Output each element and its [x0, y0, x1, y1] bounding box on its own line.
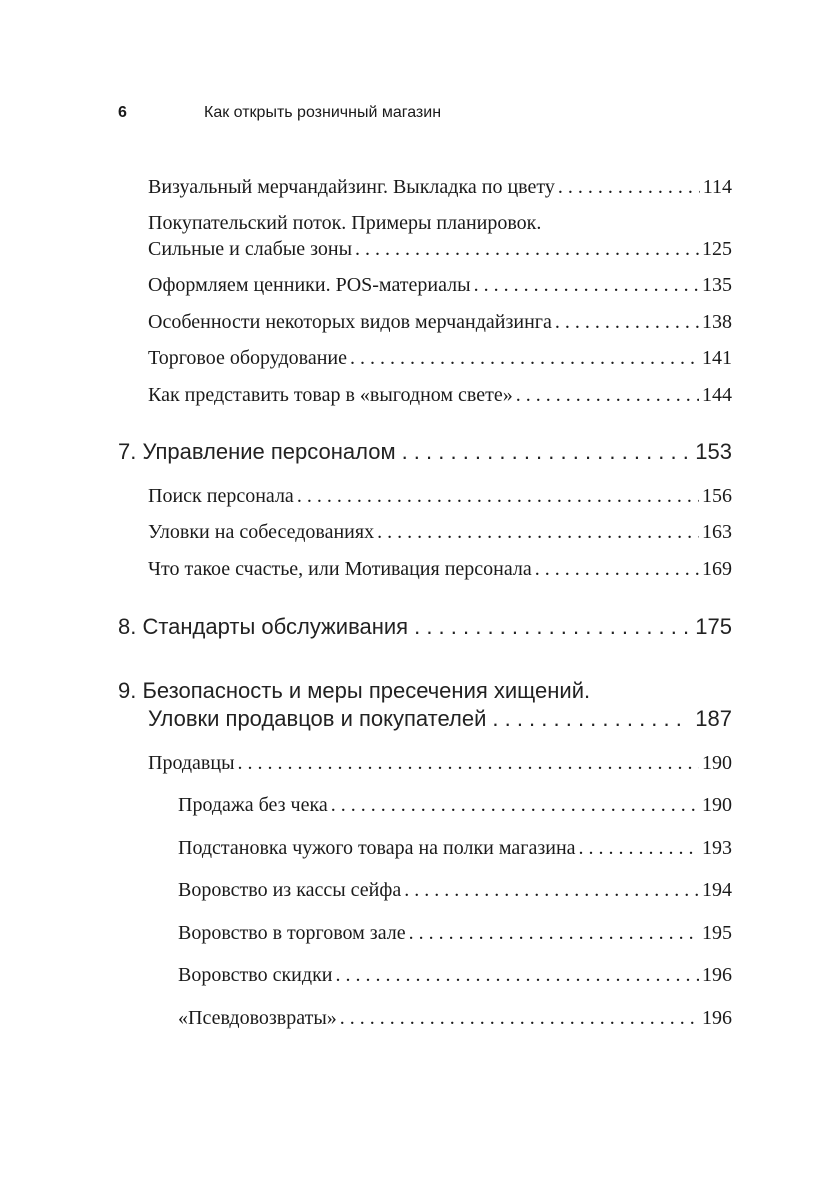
- dot-leader: [402, 438, 690, 466]
- toc-entry-page: 196: [702, 1007, 732, 1029]
- dot-leader: [297, 483, 699, 509]
- dot-leader: [350, 345, 699, 371]
- toc-entry: [148, 345, 732, 371]
- toc-entry-page: 114: [702, 176, 732, 198]
- toc-entry: [148, 750, 732, 776]
- toc-entry: [148, 382, 732, 408]
- toc-chapter: [118, 438, 732, 466]
- toc-entry: [148, 174, 732, 200]
- toc-entry-page: 138: [702, 311, 732, 333]
- toc-entry-title: Поиск персонала: [148, 485, 294, 507]
- dot-leader: [516, 382, 699, 408]
- toc-entry-page: 190: [702, 794, 732, 816]
- toc-subentry: [178, 877, 732, 903]
- toc-entry-page: 169: [702, 558, 732, 580]
- toc-chapter-title: 7. Управление персоналом: [118, 439, 396, 464]
- toc-chapter-page: 175: [695, 614, 732, 639]
- toc-subentry: [178, 920, 732, 946]
- toc-entry-title: Как представить товар в «выгодном свете»: [148, 384, 513, 406]
- toc-subentry: [178, 962, 732, 988]
- toc-chapter-title: 8. Стандарты обслуживания: [118, 614, 409, 639]
- running-title: Как открыть розничный магазин: [204, 104, 442, 121]
- dot-leader: [414, 613, 689, 641]
- toc-entry-title: Визуальный мерчандайзинг. Выкладка по цвету: [148, 176, 555, 198]
- dot-leader: [555, 309, 699, 335]
- toc-entry-title: Сильные и слабые зоны: [148, 238, 353, 260]
- toc-subentry: [178, 792, 732, 818]
- toc-entry-page: 193: [702, 837, 732, 859]
- dot-leader: [492, 705, 689, 733]
- toc-entry-page: 163: [702, 521, 732, 543]
- toc-entry-title: Уловки на собеседованиях: [148, 521, 375, 543]
- toc-entry: [148, 309, 732, 335]
- dot-leader: [238, 750, 699, 776]
- toc-chapter: [148, 705, 732, 733]
- toc-entry-page: 195: [702, 922, 732, 944]
- page-number: 6: [118, 104, 127, 121]
- toc-chapter-page: 153: [695, 439, 732, 464]
- dot-leader: [558, 174, 700, 200]
- toc-chapter-title: Уловки продавцов и покупателей: [148, 706, 487, 731]
- toc-entry-title-line1: Покупательский поток. Примеры планировок.: [148, 212, 542, 234]
- toc-entry-title: Воровство из кассы сейфа: [178, 879, 402, 901]
- toc-entry-title: Продажа без чека: [178, 794, 328, 816]
- toc-chapter: [118, 613, 732, 641]
- toc-entry: [148, 556, 732, 582]
- toc-entry-title: «Псевдовозвраты»: [178, 1007, 337, 1029]
- toc-entry-title: Воровство скидки: [178, 964, 333, 986]
- toc-entry-page: 196: [702, 964, 732, 986]
- dot-leader: [535, 556, 699, 582]
- toc-entry-page: 194: [702, 879, 732, 901]
- toc-entry-title: Особенности некоторых видов мерчандайзинга: [148, 311, 552, 333]
- dot-leader: [409, 920, 699, 946]
- dot-leader: [340, 1005, 699, 1031]
- toc-entry-title: Оформляем ценники. POS-материалы: [148, 274, 471, 296]
- toc-entry-page: 156: [702, 485, 732, 507]
- toc-entry-title: Подстановка чужого товара на полки магазина: [178, 837, 576, 859]
- dot-leader: [377, 519, 699, 545]
- dot-leader: [579, 835, 699, 861]
- toc-entry-title: Что такое счастье, или Мотивация персонала: [148, 558, 532, 580]
- toc-entry: [148, 236, 732, 262]
- toc-entry-page: 125: [702, 238, 732, 260]
- toc-subentry: [178, 835, 732, 861]
- toc-entry-title: Продавцы: [148, 752, 235, 774]
- toc-entry-title: Воровство в торговом зале: [178, 922, 406, 944]
- toc-entry: [148, 519, 732, 545]
- toc-entry-page: 144: [702, 384, 732, 406]
- toc-entry: [148, 483, 732, 509]
- toc-entry-title: Торговое оборудование: [148, 347, 348, 369]
- toc-entry-page: 141: [702, 347, 732, 369]
- dot-leader: [331, 792, 699, 818]
- toc-entry-page: 190: [702, 752, 732, 774]
- toc-chapter-title-line1: 9. Безопасность и меры пресечения хищений.: [118, 678, 591, 703]
- dot-leader: [335, 962, 699, 988]
- toc-subentry: [178, 1005, 732, 1031]
- toc-chapter-page: 187: [695, 706, 732, 731]
- dot-leader: [404, 877, 699, 903]
- dot-leader: [474, 272, 699, 298]
- toc-entry-page: 135: [702, 274, 732, 296]
- dot-leader: [355, 236, 699, 262]
- toc-entry: [148, 272, 732, 298]
